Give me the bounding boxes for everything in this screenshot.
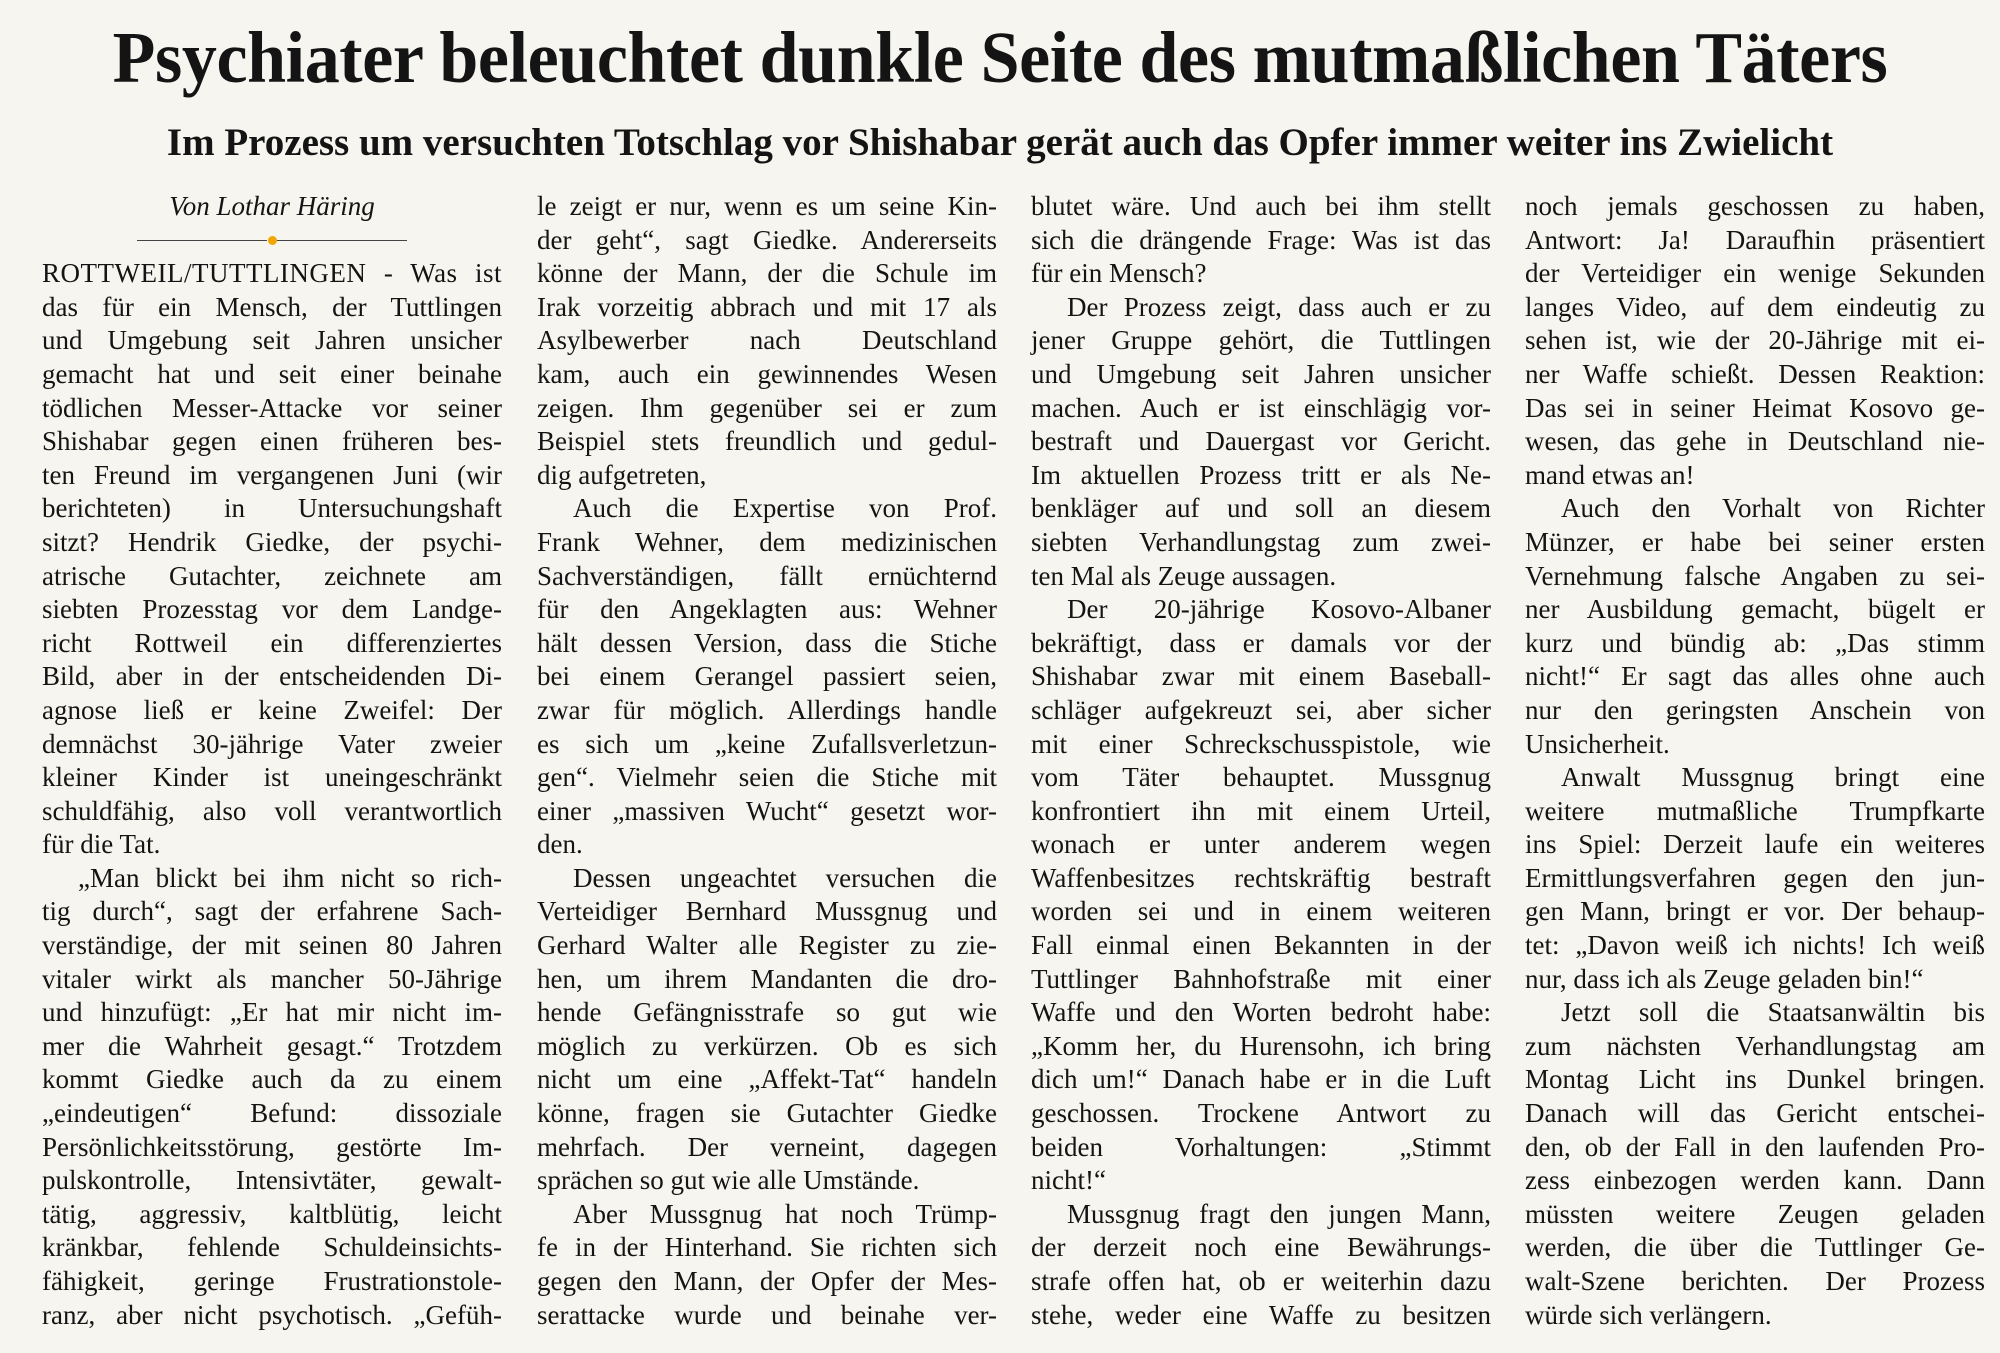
text-line: nur, dass ich als Zeuge geladen bin!“ bbox=[1525, 963, 1924, 994]
text-line: Jetzt soll die Staatsanwältin bis bbox=[1561, 997, 1985, 1028]
text-line: ten Freund im vergangenen Juni (wir bbox=[42, 459, 502, 490]
text-line: geschossen. Trockene Antwort zu bbox=[1031, 1098, 1491, 1129]
text-line: Tuttlinger Bahnhofstraße mit einer bbox=[1031, 963, 1491, 994]
text-line: müssten weitere Zeugen geladen bbox=[1525, 1198, 1985, 1229]
text-line: Shishabar zwar mit einem Baseball- bbox=[1031, 661, 1491, 692]
text-line: atrische Gutachter, zeichnete am bbox=[42, 560, 502, 591]
text-line: nicht!“ bbox=[1031, 1165, 1106, 1196]
article-column-1 bbox=[42, 190, 502, 1332]
text-line: Im aktuellen Prozess tritt er als Ne- bbox=[1031, 459, 1491, 490]
text-line: fe in der Hinterhand. Sie richten sich bbox=[537, 1232, 997, 1263]
text-line: bei einem Gerangel passiert seien, bbox=[537, 661, 997, 692]
text-line: gemacht hat und seit einer beinahe bbox=[42, 358, 502, 389]
text-line: es sich um „keine Zufallsverletzun- bbox=[537, 728, 997, 759]
text-line: ins Spiel: Derzeit laufe ein weiteres bbox=[1525, 829, 1985, 860]
text-line: würde sich verlängern. bbox=[1525, 1299, 1772, 1330]
text-line: Persönlichkeitsstörung, gestörte Im- bbox=[42, 1131, 502, 1162]
text-line: Unsicherheit. bbox=[1525, 728, 1670, 759]
text-line: könne der Mann, der die Schule im bbox=[537, 258, 997, 289]
text-line: den. bbox=[537, 829, 583, 860]
text-line: bekräftigt, dass er damals vor der bbox=[1031, 627, 1491, 658]
text-line: Fall einmal einen Bekannten in der bbox=[1031, 930, 1491, 961]
text-line: der derzeit noch eine Bewährungs- bbox=[1031, 1232, 1491, 1263]
text-line: tig durch“, sagt der erfahrene Sach- bbox=[42, 896, 502, 927]
text-line: weitere mutmaßliche Trumpfkarte bbox=[1525, 795, 1985, 826]
byline: Von Lothar Häring bbox=[169, 191, 375, 221]
headline: Psychiater beleuchtet dunkle Seite des mutmaßlichen Täters bbox=[112, 18, 1888, 99]
byline-rule-left bbox=[137, 240, 267, 241]
text-line: Montag Licht ins Dunkel bringen. bbox=[1525, 1064, 1985, 1095]
text-line: jener Gruppe gehört, die Tuttlingen bbox=[1031, 325, 1491, 356]
text-line: Verteidiger Bernhard Mussgnug und bbox=[537, 896, 997, 927]
text-line: konfrontiert ihn mit einem Urteil, bbox=[1031, 795, 1491, 826]
text-line: richt Rottweil ein differenziertes bbox=[42, 627, 502, 658]
text-line: Danach will das Gericht entschei- bbox=[1525, 1098, 1985, 1129]
text-line: könne, fragen sie Gutachter Giedke bbox=[537, 1098, 997, 1129]
text-line: benkläger auf und soll an diesem bbox=[1031, 493, 1491, 524]
text-line: Shishabar gegen einen früheren bes- bbox=[42, 426, 502, 457]
text-line: Sachverständigen, fällt ernüchternd bbox=[537, 560, 997, 591]
text-line: für den Angeklagten aus: Wehner bbox=[537, 594, 997, 625]
text-line: und Umgebung seit Jahren unsicher bbox=[42, 325, 502, 356]
text-line: walt-Szene berichten. Der Prozess bbox=[1525, 1266, 1985, 1296]
text-line: noch jemals geschossen zu haben, bbox=[1525, 191, 1985, 221]
text-line: der Verteidiger ein wenige Sekunden bbox=[1525, 258, 1985, 289]
text-line: Anwalt Mussgnug bringt eine bbox=[1561, 762, 1985, 793]
text-line: siebten Prozesstag vor dem Landge- bbox=[42, 594, 502, 625]
text-line: ten Mal als Zeuge aussagen. bbox=[1031, 560, 1337, 591]
article-column-3 bbox=[1031, 190, 1491, 1332]
text-line: sitzt? Hendrik Giedke, der psychi- bbox=[42, 526, 502, 557]
text-line: für ein Mensch? bbox=[1031, 258, 1207, 289]
text-line: gen“. Vielmehr seien die Stiche mit bbox=[537, 762, 997, 793]
byline-rule-right bbox=[277, 240, 407, 241]
text-line: tödlichen Messer-Attacke vor seiner bbox=[42, 392, 502, 423]
text-line: agnose ließ er keine Zweifel: Der bbox=[42, 694, 502, 725]
text-line: hende Gefängnisstrafe so gut wie bbox=[537, 997, 997, 1028]
text-line: „Komm her, du Hurensohn, ich bring bbox=[1031, 1030, 1491, 1061]
text-line: Mussgnug fragt den jungen Mann, bbox=[1067, 1198, 1491, 1229]
text-line: verständige, der mit seinen 80 Jahren bbox=[42, 930, 502, 961]
text-line: ROTTWEIL/TUTTLINGEN - Was ist bbox=[42, 258, 502, 289]
text-line: zeigen. Ihm gegenüber sei er zum bbox=[537, 392, 997, 423]
text-line: Der 20-jährige Kosovo-Albaner bbox=[1067, 594, 1491, 625]
text-line: Der Prozess zeigt, dass auch er zu bbox=[1067, 291, 1491, 322]
text-line: tätig, aggressiv, kaltblütig, leicht bbox=[42, 1198, 502, 1229]
text-line: tet: „Davon weiß ich nichts! Ich weiß bbox=[1525, 930, 1985, 961]
text-line: Vernehmung falsche Angaben zu sei- bbox=[1525, 560, 1985, 591]
text-line: sich die drängende Frage: Was ist das bbox=[1031, 224, 1491, 255]
text-line: kam, auch ein gewinnendes Wesen bbox=[537, 358, 997, 389]
text-line: ranz, aber nicht psychotisch. „Gefüh- bbox=[42, 1299, 502, 1330]
text-line: hält dessen Version, dass die Stiche bbox=[537, 627, 997, 658]
text-line: werden, die über die Tuttlinger Ge- bbox=[1525, 1232, 1985, 1263]
text-line: dich um!“ Danach habe er in die Luft bbox=[1031, 1064, 1491, 1095]
text-line: gegen den Mann, der Opfer der Mes- bbox=[537, 1266, 997, 1296]
text-line: gen Mann, bringt er vor. Der behaup- bbox=[1525, 896, 1985, 927]
text-line: mit einer Schreckschusspistole, wie bbox=[1031, 728, 1491, 759]
text-line: zum nächsten Verhandlungstag am bbox=[1525, 1030, 1985, 1061]
text-line: Waffe und den Worten bedroht habe: bbox=[1031, 997, 1491, 1028]
text-line: strafe offen hat, ob er weiterhin dazu bbox=[1031, 1266, 1491, 1296]
text-line: pulskontrolle, Intensivtäter, gewalt- bbox=[42, 1165, 502, 1196]
text-line: nur den geringsten Anschein von bbox=[1525, 694, 1985, 725]
text-line: kränkbar, fehlende Schuldeinsichts- bbox=[42, 1232, 502, 1263]
text-line: sehen ist, wie der 20-Jährige mit ei- bbox=[1525, 325, 1985, 356]
text-line: beiden Vorhaltungen: „Stimmt bbox=[1031, 1131, 1491, 1162]
text-line: Frank Wehner, dem medizinischen bbox=[537, 526, 997, 557]
article-column-2 bbox=[537, 190, 997, 1332]
text-line: sprächen so gut wie alle Umstände. bbox=[537, 1165, 920, 1196]
text-line: den, ob der Fall in den laufenden Pro- bbox=[1525, 1131, 1985, 1162]
text-line: ner Waffe schießt. Dessen Reaktion: bbox=[1525, 358, 1985, 389]
subheadline: Im Prozess um versuchten Totschlag vor Shishabar gerät auch das Opfer immer weiter ins Zwielicht bbox=[166, 121, 1834, 164]
text-line: demnächst 30-jährige Vater zweier bbox=[42, 728, 502, 759]
text-line: serattacke wurde und beinahe ver- bbox=[537, 1299, 997, 1330]
text-line: langes Video, auf dem eindeutig zu bbox=[1525, 291, 1985, 322]
text-line: Das sei in seiner Heimat Kosovo ge- bbox=[1525, 392, 1985, 423]
text-line: vitaler wirkt als mancher 50-Jährige bbox=[42, 963, 502, 994]
article-column-4 bbox=[1525, 190, 1985, 1332]
text-line: nicht um eine „Affekt-Tat“ handeln bbox=[537, 1064, 997, 1095]
text-line: schläger aufgekreuzt sei, aber sicher bbox=[1031, 694, 1491, 725]
text-line: wesen, das gehe in Deutschland nie- bbox=[1525, 426, 1985, 457]
text-line: stehe, weder eine Waffe zu besitzen bbox=[1031, 1299, 1491, 1330]
text-line: bestraft und Dauergast vor Gericht. bbox=[1031, 426, 1491, 457]
text-line: und hinzufügt: „Er hat mir nicht im- bbox=[42, 997, 502, 1028]
text-line: das für ein Mensch, der Tuttlingen bbox=[42, 291, 502, 322]
text-line: le zeigt er nur, wenn es um seine Kin- bbox=[537, 191, 997, 221]
text-line: machen. Auch er ist einschlägig vor- bbox=[1031, 392, 1491, 423]
text-line: vom Täter behauptet. Mussgnug bbox=[1031, 762, 1491, 793]
text-line: Bild, aber in der entscheidenden Di- bbox=[42, 661, 502, 692]
text-line: schuldfähig, also voll verantwortlich bbox=[42, 795, 502, 826]
text-line: Auch die Expertise von Prof. bbox=[573, 493, 997, 524]
accent-dot-icon bbox=[268, 236, 277, 245]
text-line: kleiner Kinder ist uneingeschränkt bbox=[42, 762, 502, 793]
text-line: ner Ausbildung gemacht, bügelt er bbox=[1525, 594, 1985, 625]
text-line: siebten Verhandlungstag zum zwei- bbox=[1031, 526, 1491, 557]
text-line: Aber Mussgnug hat noch Trümp- bbox=[573, 1198, 997, 1229]
text-line: worden sei und in einem weiteren bbox=[1031, 896, 1491, 927]
text-line: Waffenbesitzes rechtskräftig bestraft bbox=[1031, 862, 1491, 893]
text-line: blutet wäre. Und auch bei ihm stellt bbox=[1031, 191, 1491, 221]
text-line: Gerhard Walter alle Register zu zie- bbox=[537, 930, 997, 961]
text-line: Auch den Vorhalt von Richter bbox=[1561, 493, 1985, 524]
text-line: Dessen ungeachtet versuchen die bbox=[573, 862, 997, 893]
text-line: fähigkeit, geringe Frustrationstole- bbox=[42, 1266, 502, 1296]
text-line: nicht!“ Er sagt das alles ohne auch bbox=[1525, 661, 1985, 692]
text-line: berichteten) in Untersuchungshaft bbox=[42, 493, 502, 524]
text-line: hen, um ihrem Mandanten die dro- bbox=[537, 963, 997, 994]
text-line: kurz und bündig ab: „Das stimm bbox=[1525, 627, 1985, 658]
text-line: „Man blickt bei ihm nicht so rich- bbox=[78, 862, 502, 893]
text-line: zwar für möglich. Allerdings handle bbox=[537, 694, 997, 725]
text-line: der geht“, sagt Giedke. Andererseits bbox=[537, 224, 997, 255]
text-line: Ermittlungsverfahren gegen den jun- bbox=[1525, 862, 1985, 893]
text-line: und Umgebung seit Jahren unsicher bbox=[1031, 358, 1491, 389]
text-line: Münzer, er habe bei seiner ersten bbox=[1525, 526, 1985, 557]
text-line: Irak vorzeitig abbrach und mit 17 als bbox=[537, 291, 997, 322]
text-line: für die Tat. bbox=[42, 829, 161, 860]
text-line: Beispiel stets freundlich und gedul- bbox=[537, 426, 997, 457]
text-line: Asylbewerber nach Deutschland bbox=[537, 325, 997, 356]
text-line: möglich zu verkürzen. Ob es sich bbox=[537, 1030, 997, 1061]
text-line: einer „massiven Wucht“ gesetzt wor- bbox=[537, 795, 997, 826]
text-line: Antwort: Ja! Daraufhin präsentiert bbox=[1525, 224, 1985, 255]
text-line: zess einbezogen werden kann. Dann bbox=[1525, 1165, 1985, 1196]
byline-divider bbox=[42, 224, 502, 258]
text-line: mehrfach. Der verneint, dagegen bbox=[537, 1131, 997, 1162]
text-line: „eindeutigen“ Befund: dissoziale bbox=[42, 1098, 502, 1129]
text-line: kommt Giedke auch da zu einem bbox=[42, 1064, 502, 1095]
text-line: mand etwas an! bbox=[1525, 459, 1695, 490]
text-line: wonach er unter anderem wegen bbox=[1031, 829, 1491, 860]
text-line: mer die Wahrheit gesagt.“ Trotzdem bbox=[42, 1030, 502, 1061]
text-line: dig aufgetreten, bbox=[537, 459, 707, 490]
